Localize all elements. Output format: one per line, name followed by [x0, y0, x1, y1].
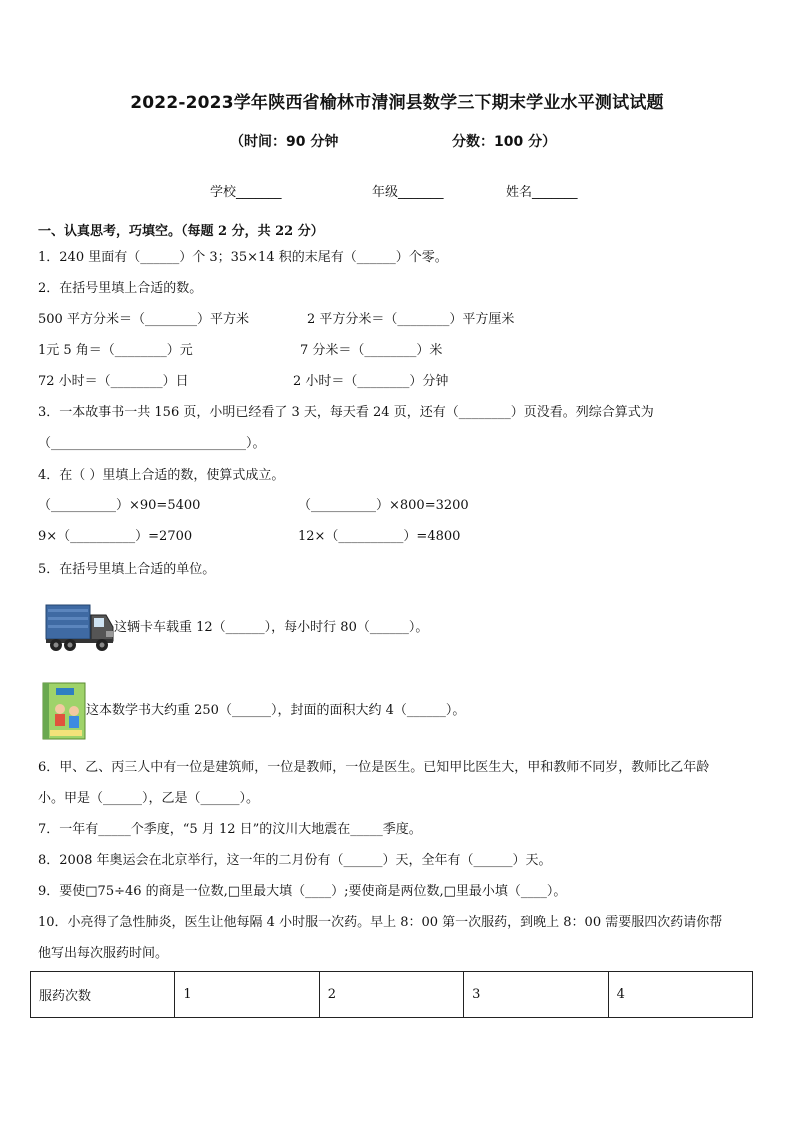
school-field: 学校_______ — [210, 185, 282, 200]
question-2a: 500 平方分米＝（________）平方米 — [38, 312, 249, 327]
question-8: 8．2008 年奥运会在北京举行，这一年的二月份有（______）天，全年有（______）天。 — [38, 853, 552, 868]
question-2f: 2 小时＝（________）分钟 — [293, 374, 449, 389]
grade-field: 年级_______ — [372, 185, 444, 200]
question-1: 1．240 里面有（______）个 3；35×14 积的末尾有（______）个零。 — [38, 250, 448, 265]
question-2c: 1元 5 角＝（________）元 — [38, 343, 193, 358]
question-5: 5．在括号里填上合适的单位。 — [38, 562, 216, 577]
question-4c: 9×（__________）=2700 — [38, 529, 193, 544]
table-cell[interactable]: 4 — [608, 972, 752, 1018]
exam-score: 分数：100 分） — [452, 134, 557, 150]
table-cell[interactable]: 1 — [175, 972, 319, 1018]
question-4: 4．在（ ）里填上合适的数，使算式成立。 — [38, 468, 285, 483]
question-2: 2．在括号里填上合适的数。 — [38, 281, 203, 296]
medicine-schedule-table — [30, 971, 753, 1018]
question-5-truck: 这辆卡车载重 12（______），每小时行 80（______）。 — [114, 620, 429, 635]
question-6: 6．甲、乙、丙三人中有一位是建筑师，一位是教师，一位是医生。已知甲比医生大，甲和教师不同岁，教师比乙年龄 — [38, 760, 710, 775]
table-row — [31, 972, 753, 1018]
question-5-book: 这本数学书大约重 250（______），封面的面积大约 4（______）。 — [86, 703, 466, 718]
question-10-continued: 他写出每次服药时间。 — [38, 946, 169, 961]
page-title: 2022-2023学年陕西省榆林市清涧县数学三下期末学业水平测试试题 — [130, 93, 664, 113]
table-header-cell: 服药次数 — [31, 972, 175, 1018]
question-2d: 7 分米＝（________）米 — [300, 343, 443, 358]
question-6-continued: 小。甲是（______），乙是（______）。 — [38, 791, 260, 806]
question-4b: （__________）×800=3200 — [298, 498, 469, 513]
question-7: 7．一年有_____个季度，“5 月 12 日”的汶川大地震在_____季度。 — [38, 822, 422, 837]
question-2b: 2 平方分米＝（________）平方厘米 — [307, 312, 515, 327]
question-10: 10．小亮得了急性肺炎，医生让他每隔 4 小时服一次药。早上 8：00 第一次服药，到晚上 8：00 需要服四次药请你帮 — [38, 915, 723, 930]
table-cell[interactable]: 2 — [319, 972, 463, 1018]
question-4a: （__________）×90=5400 — [38, 498, 201, 513]
question-9: 9．要使□75÷46 的商是一位数,□里最大填（____）;要使商是两位数,□里最小填（____）。 — [38, 884, 567, 899]
name-field: 姓名_______ — [506, 185, 578, 200]
truck-image — [44, 603, 116, 653]
question-3-continued: （______________________________）。 — [38, 436, 266, 451]
question-4d: 12×（__________）=4800 — [298, 529, 461, 544]
exam-time: （时间：90 分钟 — [230, 134, 339, 150]
math-book-image — [42, 682, 86, 740]
table-cell[interactable]: 3 — [464, 972, 608, 1018]
question-2e: 72 小时＝（________）日 — [38, 374, 189, 389]
section-heading: 一、认真思考，巧填空。（每题 2 分，共 22 分） — [38, 224, 324, 239]
question-3: 3．一本故事书一共 156 页，小明已经看了 3 天，每天看 24 页，还有（________）页没看。列综合算式为 — [38, 405, 654, 420]
